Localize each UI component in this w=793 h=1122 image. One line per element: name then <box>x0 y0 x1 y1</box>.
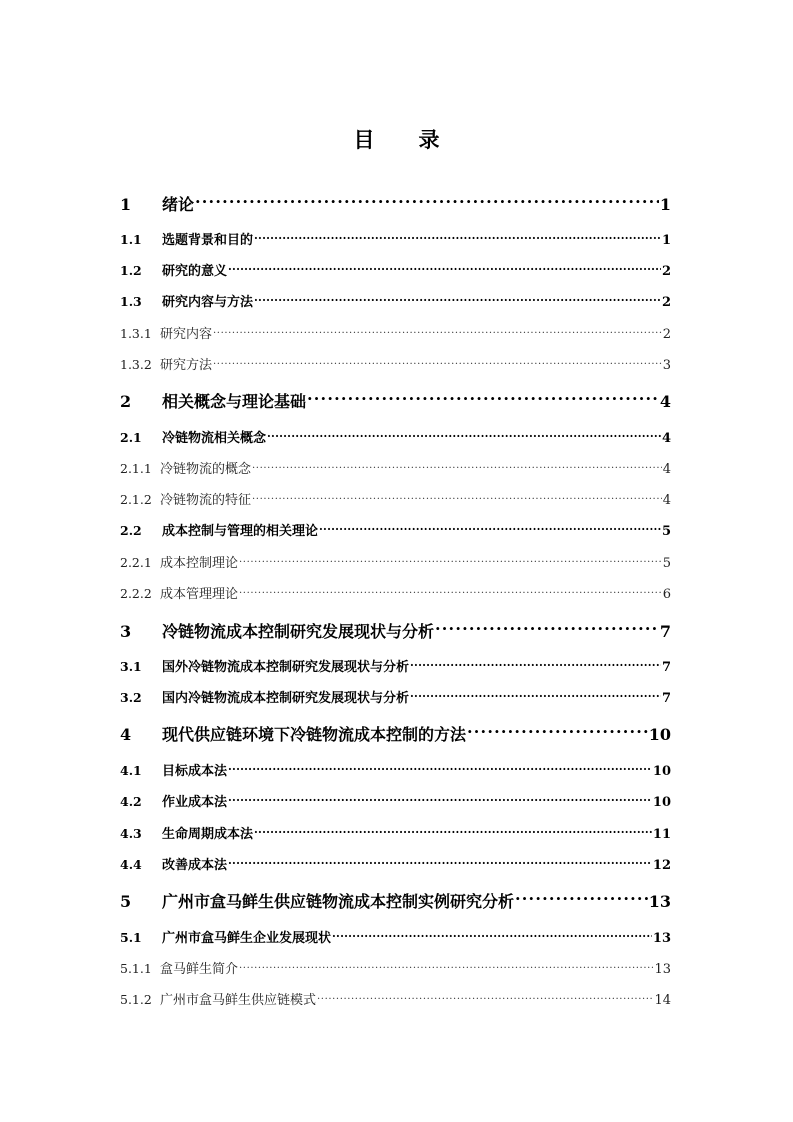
toc-entry-page-number: 5 <box>661 524 671 539</box>
toc-entry-page-number: 6 <box>662 587 671 602</box>
toc-entry-title: 现代供应链环境下冷链物流成本控制的方法 <box>162 725 467 744</box>
toc-entry-page-number: 2 <box>661 295 671 310</box>
toc-entry-number: 5.1 <box>120 930 142 945</box>
toc-entry-number: 5.1.1 <box>120 961 152 976</box>
toc-entry-page-number: 13 <box>648 892 671 911</box>
toc-entry-page-number: 5 <box>662 556 671 571</box>
toc-entry[interactable] <box>120 520 671 538</box>
toc-entry[interactable] <box>120 889 671 911</box>
toc-dot-leader <box>213 356 662 369</box>
toc-dot-leader <box>467 724 648 740</box>
toc-entry[interactable] <box>120 489 671 507</box>
toc-entry-number: 4.1 <box>120 763 142 778</box>
toc-entry-number: 1.3.2 <box>120 357 152 372</box>
toc-entry-number: 1.3.1 <box>120 326 152 341</box>
toc-entry-number: 4.2 <box>120 794 142 809</box>
toc-entry-page-number: 11 <box>652 827 671 842</box>
toc-entry-title: 成本管理理论 <box>160 587 239 602</box>
toc-dot-leader <box>317 991 653 1004</box>
toc-entry-number: 2.2.2 <box>120 586 152 601</box>
toc-entry[interactable] <box>120 854 671 872</box>
toc-entry-page-number: 10 <box>652 795 671 810</box>
toc-entry[interactable] <box>120 760 671 778</box>
toc-entry-number: 1.2 <box>120 263 142 278</box>
toc-entry-title: 广州市盒马鲜生供应链模式 <box>160 993 317 1008</box>
toc-entry-title: 目标成本法 <box>162 764 228 779</box>
toc-entry[interactable] <box>120 354 671 372</box>
toc-entry[interactable] <box>120 458 671 476</box>
toc-entry-title: 成本控制理论 <box>160 556 239 571</box>
toc-dot-leader <box>252 491 662 504</box>
toc-entry-page-number: 4 <box>662 493 671 508</box>
toc-entry[interactable] <box>120 656 671 674</box>
page-title-part1: 目 <box>353 127 375 152</box>
toc-entry-page-number: 3 <box>662 358 671 373</box>
toc-entry-page-number: 13 <box>654 962 671 977</box>
toc-entry[interactable] <box>120 389 671 411</box>
toc-entry-title: 广州市盒马鲜生企业发展现状 <box>162 931 332 946</box>
toc-entry-page-number: 1 <box>661 233 671 248</box>
toc-dot-leader <box>228 262 661 275</box>
toc-entry-number: 3 <box>120 622 132 641</box>
toc-entry-page-number: 7 <box>661 691 671 706</box>
toc-entry[interactable] <box>120 687 671 705</box>
toc-entry-number: 2.1.2 <box>120 492 152 507</box>
toc-entry-number: 2.2.1 <box>120 555 152 570</box>
toc-dot-leader <box>228 762 652 775</box>
toc-entry[interactable] <box>120 323 671 341</box>
toc-entry-number: 5.1.2 <box>120 992 152 1007</box>
toc-dot-leader <box>254 825 652 838</box>
toc-entry[interactable] <box>120 229 671 247</box>
toc-entry-page-number: 7 <box>661 660 671 675</box>
toc-entry-title: 冷链物流成本控制研究发展现状与分析 <box>162 622 435 641</box>
toc-dot-leader <box>213 325 662 338</box>
toc-entry-title: 绪论 <box>162 195 195 214</box>
toc-entry-number: 1 <box>120 195 132 214</box>
toc-dot-leader <box>228 793 652 806</box>
toc-entry-title: 生命周期成本法 <box>162 827 254 842</box>
toc-dot-leader <box>239 585 662 598</box>
toc-dot-leader <box>254 293 661 306</box>
toc-dot-leader <box>239 960 653 973</box>
toc-entry[interactable] <box>120 927 671 945</box>
toc-entry-page-number: 4 <box>661 431 671 446</box>
toc-entry-title: 冷链物流的特征 <box>160 493 252 508</box>
toc-entry-number: 1.1 <box>120 232 142 247</box>
toc-entry-page-number: 2 <box>661 264 671 279</box>
toc-dot-leader <box>228 856 652 869</box>
toc-dot-leader <box>515 891 648 907</box>
toc-dot-leader <box>267 429 661 442</box>
toc-entry-title: 国外冷链物流成本控制研究发展现状与分析 <box>162 660 410 675</box>
toc-entry-title: 选题背景和目的 <box>162 233 254 248</box>
toc-entry-number: 2 <box>120 392 132 411</box>
toc-entry-page-number: 14 <box>654 993 671 1008</box>
toc-entry-title: 冷链物流相关概念 <box>162 431 267 446</box>
toc-entry-title: 作业成本法 <box>162 795 228 810</box>
toc-entry[interactable] <box>120 427 671 445</box>
toc-entry[interactable] <box>120 291 671 309</box>
toc-entry-number: 4.4 <box>120 857 142 872</box>
toc-dot-leader <box>332 929 652 942</box>
page-title-part2: 录 <box>418 127 440 152</box>
toc-entry-page-number: 10 <box>652 764 671 779</box>
toc-entry[interactable] <box>120 192 671 214</box>
toc-entry-title: 改善成本法 <box>162 858 228 873</box>
toc-entry-number: 2.2 <box>120 523 142 538</box>
toc-entry-number: 3.1 <box>120 659 142 674</box>
toc-entry[interactable] <box>120 619 671 641</box>
toc-entry[interactable] <box>120 989 671 1007</box>
toc-entry-number: 4 <box>120 725 132 744</box>
toc-entry-page-number: 13 <box>652 931 671 946</box>
toc-entry-title: 广州市盒马鲜生供应链物流成本控制实例研究分析 <box>162 892 515 911</box>
toc-entry-number: 2.1 <box>120 430 142 445</box>
toc-entry-title: 研究方法 <box>160 358 213 373</box>
toc-dot-leader <box>254 231 661 244</box>
toc-entry-title: 成本控制与管理的相关理论 <box>162 524 319 539</box>
toc-entry[interactable] <box>120 260 671 278</box>
toc-entry-title: 研究内容 <box>160 327 213 342</box>
page-title <box>0 124 793 154</box>
toc-entry-page-number: 12 <box>652 858 671 873</box>
toc-entry-title: 研究内容与方法 <box>162 295 254 310</box>
toc-entry-title: 相关概念与理论基础 <box>162 392 307 411</box>
toc-dot-leader <box>195 194 659 210</box>
toc-dot-leader <box>307 391 659 407</box>
toc-entry-page-number: 4 <box>662 462 671 477</box>
toc-entry-title: 盒马鲜生简介 <box>160 962 239 977</box>
toc-entry-number: 1.3 <box>120 294 142 309</box>
toc-dot-leader <box>319 522 661 535</box>
toc-entry-number: 3.2 <box>120 690 142 705</box>
toc-entry[interactable] <box>120 583 671 601</box>
toc-dot-leader <box>239 554 662 567</box>
toc-entry[interactable] <box>120 958 671 976</box>
toc-entry-page-number: 4 <box>659 392 671 411</box>
toc-entry[interactable] <box>120 722 671 744</box>
toc-entry-page-number: 10 <box>648 725 671 744</box>
toc-entry[interactable] <box>120 552 671 570</box>
toc-dot-leader <box>252 460 662 473</box>
toc-entry-title: 研究的意义 <box>162 264 228 279</box>
toc-entry-title: 冷链物流的概念 <box>160 462 252 477</box>
toc-entry-title: 国内冷链物流成本控制研究发展现状与分析 <box>162 691 410 706</box>
toc-entry-page-number: 1 <box>659 195 671 214</box>
toc-entry-page-number: 7 <box>659 622 671 641</box>
toc-entry[interactable] <box>120 791 671 809</box>
toc-entry-number: 4.3 <box>120 826 142 841</box>
toc-dot-leader <box>410 658 661 671</box>
toc-dot-leader <box>410 689 661 702</box>
toc-entry[interactable] <box>120 823 671 841</box>
toc-dot-leader <box>435 621 659 637</box>
toc-entry-page-number: 2 <box>662 327 671 342</box>
toc-entry-number: 5 <box>120 892 132 911</box>
toc-entry-number: 2.1.1 <box>120 461 152 476</box>
